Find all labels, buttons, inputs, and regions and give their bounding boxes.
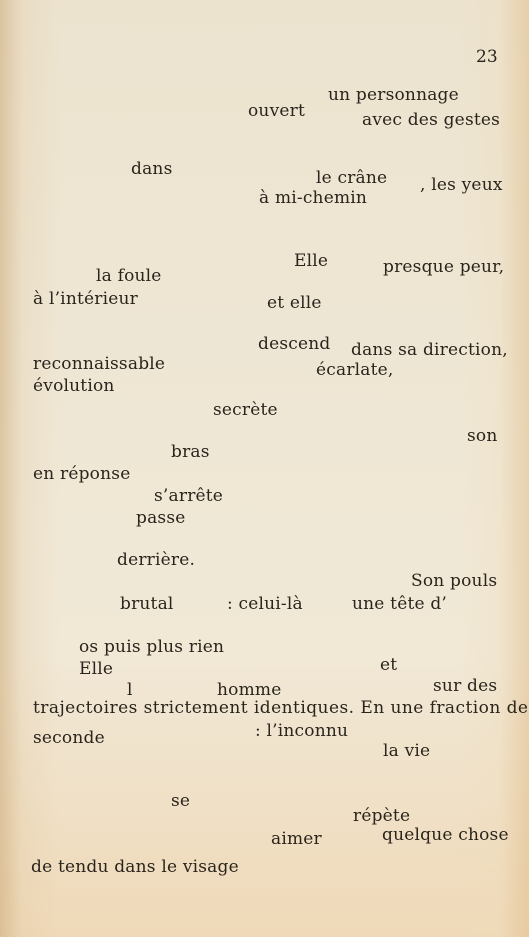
text-fragment: trajectoires strictement identiques. En une fraction de bbox=[33, 698, 529, 718]
text-fragment: aimer bbox=[271, 829, 322, 849]
text-fragment: et elle bbox=[267, 293, 322, 313]
text-fragment: à l’intérieur bbox=[33, 289, 138, 309]
text-fragment: se bbox=[171, 791, 191, 811]
text-fragment: passe bbox=[136, 508, 186, 528]
page-number: 23 bbox=[476, 47, 498, 67]
text-fragment: quelque chose bbox=[382, 825, 509, 845]
text-fragment: la vie bbox=[383, 741, 431, 761]
text-fragment: s’arrête bbox=[154, 486, 224, 506]
text-fragment: de tendu dans le visage bbox=[31, 857, 239, 877]
text-fragment: Elle bbox=[79, 659, 114, 679]
text-fragment: et bbox=[380, 655, 398, 675]
text-fragment: une tête d’ bbox=[352, 594, 448, 614]
text-fragment: son bbox=[467, 426, 498, 446]
text-fragment: l bbox=[127, 680, 133, 700]
text-fragment: évolution bbox=[33, 376, 115, 396]
text-fragment: à mi-chemin bbox=[259, 188, 368, 208]
text-fragment: seconde bbox=[33, 728, 105, 748]
text-fragment: secrète bbox=[213, 400, 278, 420]
text-fragment: ouvert bbox=[248, 101, 306, 121]
text-fragment: écarlate, bbox=[316, 360, 394, 380]
text-fragment: descend bbox=[258, 334, 331, 354]
text-fragment: : l’inconnu bbox=[255, 721, 349, 741]
text-fragment: , les yeux bbox=[420, 175, 503, 195]
text-fragment: le crâne bbox=[316, 168, 388, 188]
text-fragment: : celui-là bbox=[227, 594, 303, 614]
text-fragment: un personnage bbox=[328, 85, 459, 105]
text-fragment: la foule bbox=[96, 266, 162, 286]
text-fragment: dans sa direction, bbox=[351, 340, 508, 360]
text-fragment: derrière. bbox=[117, 550, 196, 570]
text-fragment: sur des bbox=[433, 676, 498, 696]
text-fragment: Son pouls bbox=[411, 571, 498, 591]
text-fragment: en réponse bbox=[33, 464, 131, 484]
text-fragment: dans bbox=[131, 159, 173, 179]
text-fragment: répète bbox=[353, 806, 411, 826]
text-fragment: Elle bbox=[294, 251, 329, 271]
text-fragment: bras bbox=[171, 442, 210, 462]
text-fragment: brutal bbox=[120, 594, 174, 614]
text-fragment: reconnaissable bbox=[33, 354, 166, 374]
text-fragment: os puis plus rien bbox=[79, 637, 225, 657]
text-fragment: presque peur, bbox=[383, 257, 505, 277]
text-fragment: avec des gestes bbox=[362, 110, 501, 130]
text-fragment: homme bbox=[217, 680, 282, 700]
